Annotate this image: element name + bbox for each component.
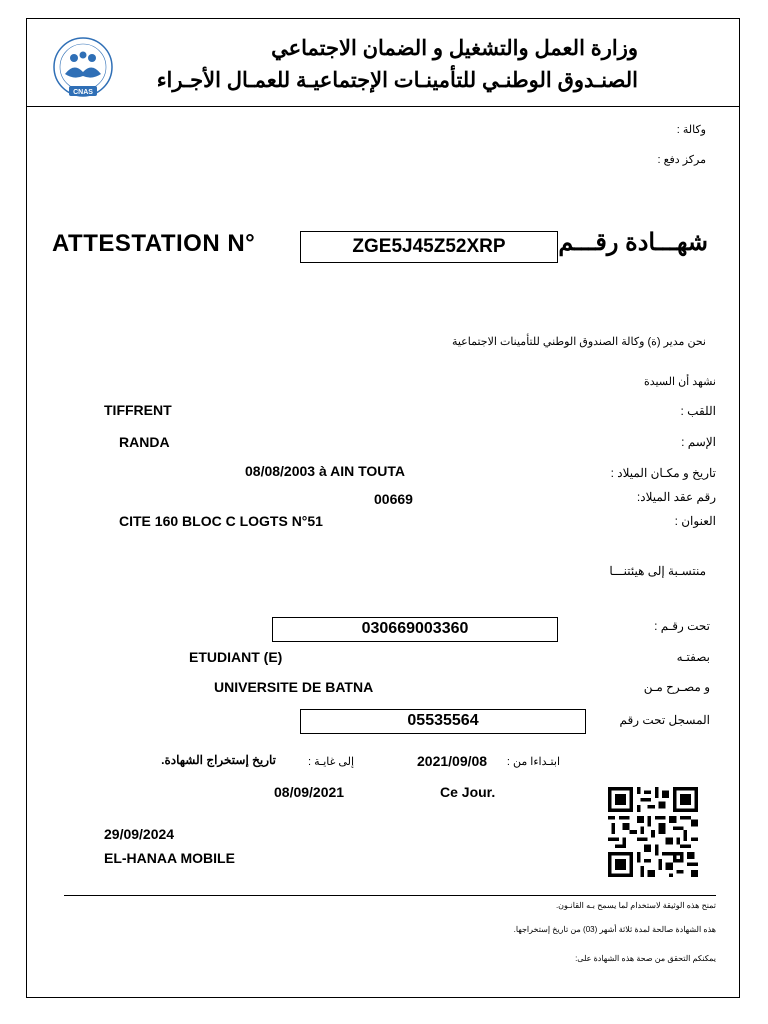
address-value: CITE 160 BLOC C LOGTS N°51 [119,513,323,529]
to-value: تاريخ إستخراج الشهادة. [161,753,276,767]
attestation-title-fr: ATTESTATION N° [52,230,256,257]
birth-act-value: 00669 [374,491,413,507]
qr-code-icon [606,787,700,877]
issued-date: 08/09/2021 [274,784,345,800]
intro-line-2: نشهد أن السيدة [643,376,716,388]
surname-value: TIFFRENT [104,402,172,418]
declared-label: و مصـرح مـن [643,680,710,694]
registered-number-box: 05535564 [300,709,586,734]
registered-label: المسجل تحت رقم [619,713,710,727]
fund-title: الصنـدوق الوطنـي للتأمينـات الإجتماعيـة للعمـال الأجـراء [156,69,638,92]
birth-act-label: رقم عقد الميلاد: [636,490,716,504]
footer-note-1: تمنح هذه الوثيقة لاستخدام لما يسمح بـه القانـون. [555,901,716,910]
footer-note-3: يمكنكم التحقق من صحة هذه الشهادة على: [575,954,716,963]
affiliation-number-label: تحت رقـم : [654,619,710,633]
logo-text: CNAS [73,89,93,96]
payment-center-label: مركز دفع : [657,154,706,166]
address-label: العنوان : [674,514,716,528]
ministry-title: وزارة العمل والتشغيل و الضمان الاجتماعي [271,37,638,60]
capacity-value: ETUDIANT (E) [189,649,283,665]
certificate-number-box: ZGE5J45Z52XRP [300,231,558,263]
intro-line-1: نحن مدير (ة) وكالة الصندوق الوطني للتأمينات الاجتماعية [451,336,706,348]
print-date: 29/09/2024 [104,826,175,842]
from-label: ابتـداءا من : [506,756,560,768]
issued-ref: Ce Jour. [440,784,496,800]
from-value: 2021/09/08 [417,753,488,769]
capacity-label: بصفتـه [676,650,710,664]
attestation-title-ar: شهـــادة رقـــم [558,229,708,256]
belongs-label: منتسـبة إلى هيئتنـــا [609,564,706,578]
footer-note-2: هذه الشهادة صالحة لمدة ثلاثة أشهر (03) من تاريخ إستخراجها. [513,925,716,934]
firstname-label: الإسم : [681,435,716,449]
document-header [26,18,740,107]
declared-value: UNIVERSITE DE BATNA [214,679,374,695]
footer-divider [64,895,716,896]
printed-by: EL-HANAA MOBILE [104,850,235,866]
birth-label: تاريخ و مكـان الميلاد : [610,466,716,480]
affiliation-number-box: 030669003360 [272,617,558,642]
firstname-value: RANDA [119,434,170,450]
surname-label: اللقب : [680,404,716,418]
birth-value: 08/08/2003 à AIN TOUTA [245,463,406,479]
agency-label: وكالة : [676,124,706,136]
to-label: إلى غايـة : [307,756,354,768]
cnas-logo [50,36,116,102]
